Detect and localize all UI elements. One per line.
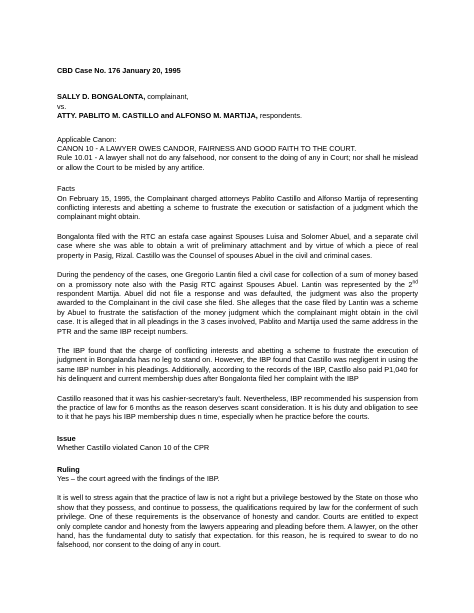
respondents-line: [57, 111, 418, 120]
facts-paragraph-4: The IBP found that the charge of conflicting interests and abetting a scheme to frustrate the execution of judgment in Bongalanda has no leg to stand on. However, the IBP found that Castillo was negligent in using the same IBP number in his pleadings. Additionally, according to the records of the IBP, Castllo also paid P1,040 for his delinquent and current membership dues after Bongalonta filed her complaint with the IBP: [57, 345, 418, 384]
applicable-canon-label: Applicable Canon:: [57, 134, 117, 144]
issue-section: [57, 434, 418, 453]
issue-label: Issue: [57, 433, 76, 443]
case-parties: [57, 92, 418, 120]
issue-text: Whether Castillo violated Canon 10 of the CPR: [57, 443, 210, 453]
ruling-section: [57, 465, 418, 484]
case-title: CBD Case No. 176 January 20, 1995: [57, 66, 181, 75]
ordinal-superscript: nd: [412, 279, 418, 286]
facts-section: [57, 184, 418, 222]
versus-line: vs.: [57, 101, 67, 111]
facts-paragraph-3-part-b: respondent Martija. Abuel did not file a response and was defaulted, the judgment was also the property awarded to the Complainant in the civil case she filed. She alleges that the case filed by Lantin was a scheme by Abuel to frustrate the satisfaction of the money judgment which the complainant might obtain in the civil case. It is alleged that in all pleadings in the 3 cases involved, Pablito and Martija used the same address in the PTR and the same IBP receipt numbers.: [57, 288, 418, 336]
rule-line: Rule 10.01 - A lawyer shall not do any falsehood, nor consent to the doing of any in Court; nor shall he mislead or allow the Court to be misled by any artifice.: [57, 153, 418, 172]
ruling-label: Ruling: [57, 464, 80, 474]
respondent-names: ATTY. PABLITO M. CASTILLO and ALFONSO M. MARTIJA,: [57, 111, 258, 121]
respondent-role: respondents.: [257, 111, 303, 121]
facts-paragraph-5: Castillo reasoned that it was his cashier-secretary’s fault. Nevertheless, IBP recommended his suspension from the practice of law for 6 months as the reason deserves scant consideration. It is his duty and obligation to see to it that he pays his IBP membership dues n time, especially when he practice before the courts.: [57, 393, 418, 422]
facts-paragraph-3-part-a: During the pendency of the cases, one Gregorio Lantin filed a civil case for collection of a sum of money based on a promissory note also with the Pasig RTC against Spouses Abuel. Lantin was represented by the 2: [57, 270, 418, 289]
ruling-text: Yes – the court agreed with the findings of the IBP.: [57, 474, 220, 483]
facts-label: Facts: [57, 184, 75, 194]
facts-paragraph-1: On February 15, 1995, the Complainant charged attorneys Pablito Castillo and Alfonso Martija of representing conflicting interests and abetting a scheme to frustrate the execution or satisfaction of a judgment which the complainant might obtain.: [57, 193, 418, 222]
facts-paragraph-3: [57, 270, 418, 336]
applicable-canon-section: [57, 135, 418, 173]
canon-line: CANON 10 - A LAWYER OWES CANDOR, FAIRNESS AND GOOD FAITH TO THE COURT.: [57, 144, 357, 154]
ruling-paragraph-2: It is well to stress again that the practice of law is not a right but a privilege bestowed by the State on those who show that they possess, and continue to possess, the qualifications required by law for the conferment of such privilege. One of these requirements is the observance of honesty and candor. Courts are entitled to expect only complete candor and honesty from the lawyers appearing and pleading before them. A lawyer, on the other hand, has the fundamental duty to satisfy that expectation. for this reason, he is required to swear to do no falsehood, nor consent to the doing of any in court.: [57, 493, 418, 550]
complainant-line: [57, 92, 418, 101]
facts-paragraph-2: Bongalonta filed with the RTC an estafa case against Spouses Luisa and Solomer Abuel, and a separate civil case where she was able to obtain a writ of preliminary attachment and by virtue of which a piece of real property in Pasig, Rizal. Castillo was the Counsel of spouses Abuel in the civil and criminal cases.: [57, 231, 418, 260]
complainant-role: complainant,: [145, 92, 189, 102]
complainant-name: SALLY D. BONGALONTA,: [57, 92, 146, 102]
